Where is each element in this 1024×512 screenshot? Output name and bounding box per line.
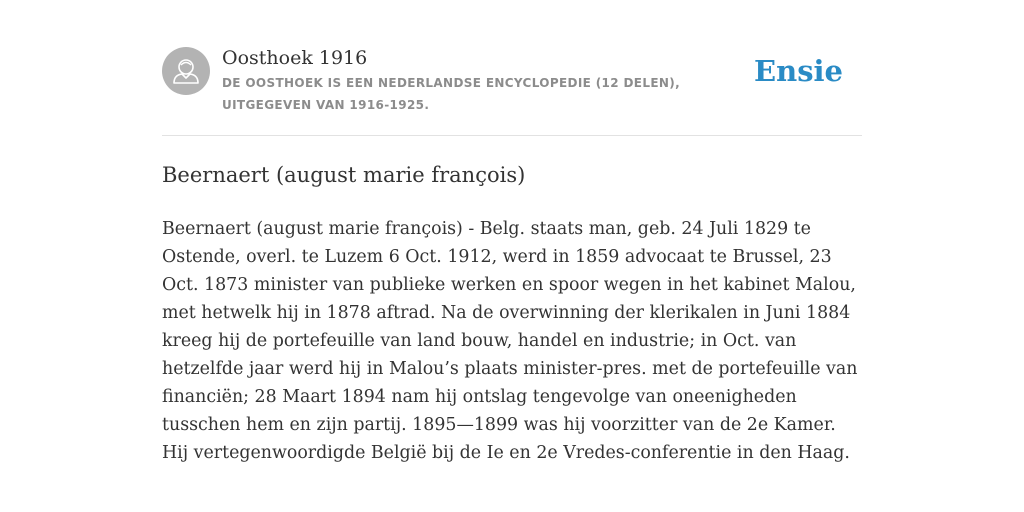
- user-icon: [162, 47, 210, 95]
- source-header: [162, 44, 862, 136]
- entry-body: Beernaert (august marie françois) - Belg. staats man, geb. 24 Juli 1829 te Ostende, overl. te Luzem 6 Oct. 1912, werd in 1859 advocaat te Brussel, 23 Oct. 1873 minister van publieke werken en spoor wegen in het kabinet Malou, met hetwelk hij in 1878 aftrad. Na de overwinning der klerikalen in Juni 1884 kreeg hij de portefeuille van land bouw, handel en industrie; in Oct. van hetzelfde jaar werd hij in Malou’s plaats minister-pres. met de portefeuille van financiën; 28 Maart 1894 nam hij ontslag tengevolge van oneenigheden tusschen hem en zijn partij. 1895—1899 was hij voorzitter van de 2e Kamer. Hij vertegenwoordigde België bij de Ie en 2e Vredes-conferentie in den Haag.: [162, 219, 858, 463]
- avatar[interactable]: [162, 47, 210, 95]
- source-name[interactable]: Oosthoek 1916: [222, 47, 368, 69]
- entry-title: Beernaert (august marie françois): [162, 163, 526, 187]
- source-description: DE OOSTHOEK IS EEN NEDERLANDSE ENCYCLOPEDIE (12 DELEN), UITGEGEVEN VAN 1916-1925.: [222, 76, 681, 112]
- source-info: [222, 46, 762, 116]
- entry-card: [162, 44, 862, 467]
- brand-logo[interactable]: Ensie: [754, 54, 843, 88]
